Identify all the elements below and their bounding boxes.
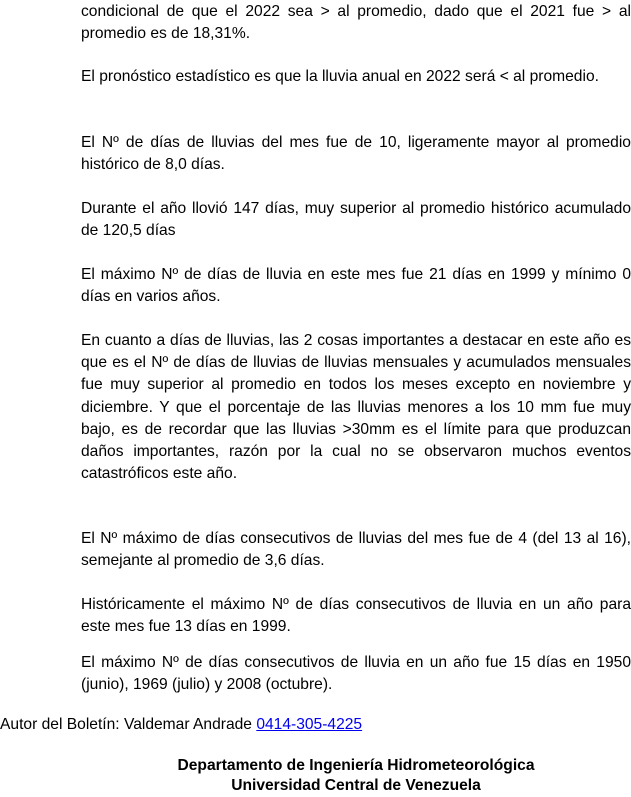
footer-university: Universidad Central de Venezuela bbox=[231, 777, 481, 794]
paragraph-consecutive-historic: Históricamente el máximo Nº de días consecutivos de lluvia en un año para este mes fue 13 días en 1999. bbox=[81, 596, 631, 636]
author-label: Autor del Boletín: Valdemar Andrade bbox=[0, 716, 257, 733]
paragraph-forecast: El pronóstico estadístico es que la lluvia anual en 2022 será < al promedio. bbox=[81, 68, 599, 85]
paragraph-max-rain-days: El máximo Nº de días de lluvia en este mes fue 21 días en 1999 y mínimo 0 días en varios años. bbox=[81, 266, 631, 306]
paragraph-rain-days-month: El Nº de días de lluvias del mes fue de 10, ligeramente mayor al promedio histórico de 8,0 días. bbox=[81, 134, 631, 174]
paragraph-consecutive-year: El máximo Nº de días consecutivos de lluvia en un año fue 15 días en 1950 (junio), 1969 (julio) y 2008 (octubre). bbox=[81, 654, 631, 694]
paragraph-probability: condicional de que el 2022 sea > al promedio, dado que el 2021 fue > al promedio es de 18,31%. bbox=[81, 3, 631, 43]
footer-department: Departamento de Ingeniería Hidrometeorológica bbox=[177, 757, 535, 774]
author-phone-link[interactable]: 0414-305-4225 bbox=[256, 716, 363, 733]
paragraph-rain-days-year: Durante el año llovió 147 días, muy superior al promedio histórico acumulado de 120,5 días bbox=[81, 200, 631, 240]
author-line bbox=[0, 714, 362, 736]
paragraph-summary: En cuanto a días de lluvias, las 2 cosas importantes a destacar en este año es que es el Nº de días de lluvias de lluvias mensuales y acumulados mensuales fue muy superior al promedio en todos los meses excepto en noviembre y diciembre. Y que el porcentaje de las lluvias menores a los 10 mm fue muy bajo, es de recordar que las lluvias >30mm es el límite para que produzcan daños importantes, razón por la cual no se observaron muchos eventos catastróficos este año. bbox=[81, 332, 631, 483]
paragraph-consecutive-month: El Nº máximo de días consecutivos de lluvias del mes fue de 4 (del 13 al 16), semejante al promedio de 3,6 días. bbox=[81, 530, 631, 570]
